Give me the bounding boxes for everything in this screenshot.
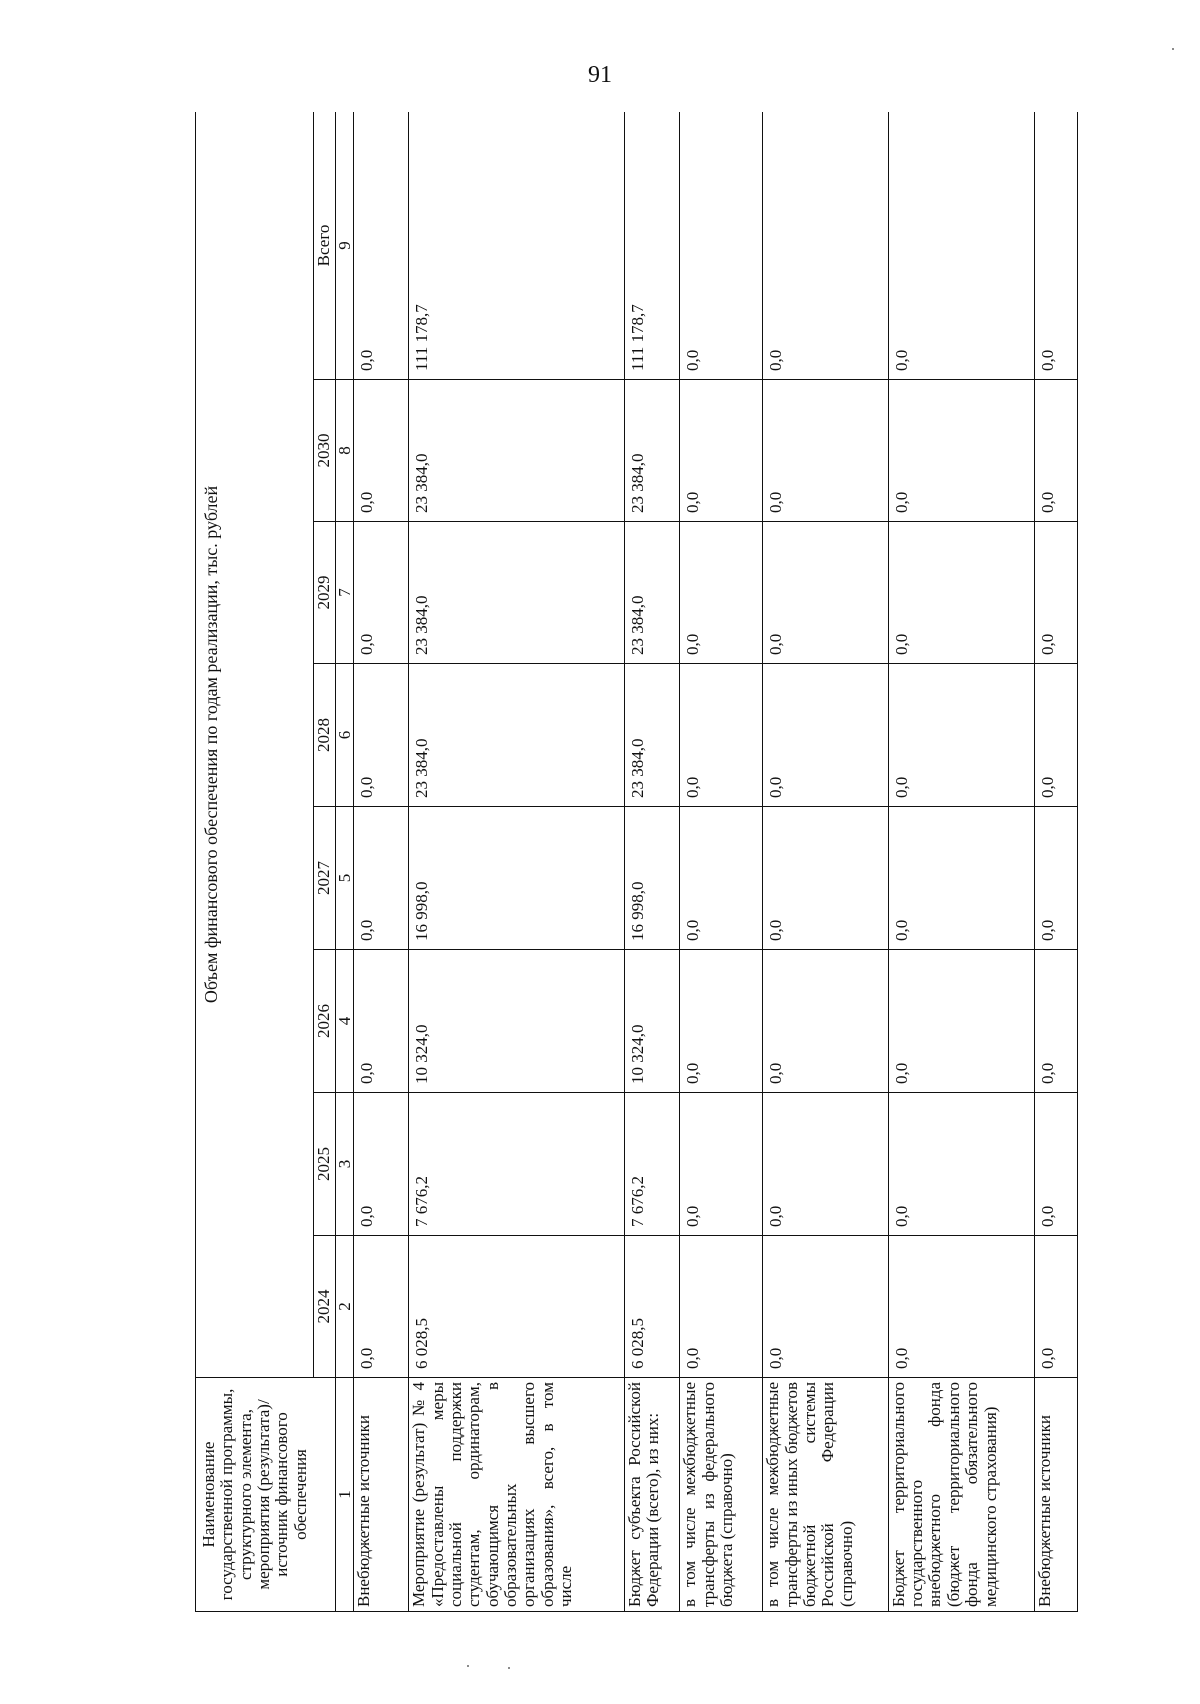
table-row — [1035, 112, 1078, 1612]
row-value: 6 028,5 — [625, 1236, 680, 1378]
row-value: 0,0 — [888, 664, 1035, 807]
row-value-total: 111 178,7 — [625, 112, 680, 380]
column-number: 9 — [336, 112, 354, 380]
scan-speck — [508, 1667, 510, 1669]
row-value: 0,0 — [888, 807, 1035, 950]
page-number: 91 — [588, 62, 612, 88]
row-value-total: 0,0 — [763, 112, 888, 380]
header-year: 2029 — [314, 522, 336, 664]
table-row — [409, 112, 625, 1612]
row-value: 10 324,0 — [409, 950, 625, 1093]
row-value: 0,0 — [763, 807, 888, 950]
header-year: 2028 — [314, 664, 336, 807]
row-name: Бюджет территориального государственного внебюджетного фонда (бюджет территориального фонда обязательного медицинского страхования) — [888, 1378, 1035, 1612]
row-value: 0,0 — [888, 380, 1035, 522]
row-value: 0,0 — [680, 807, 763, 950]
row-value: 16 998,0 — [409, 807, 625, 950]
header-total: Всего — [314, 112, 336, 380]
row-value: 0,0 — [1035, 807, 1078, 950]
row-value: 6 028,5 — [409, 1236, 625, 1378]
scan-speck — [1172, 48, 1174, 50]
column-number: 2 — [336, 1236, 354, 1378]
row-value: 0,0 — [1035, 380, 1078, 522]
row-value: 23 384,0 — [409, 522, 625, 664]
row-value: 0,0 — [354, 1236, 409, 1378]
row-value: 0,0 — [888, 1236, 1035, 1378]
financing-table — [195, 112, 1078, 1612]
header-funding-volume: Объем финансового обеспечения по годам реализации, тыс. рублей — [196, 112, 314, 1378]
header-year: 2027 — [314, 807, 336, 950]
row-value: 0,0 — [680, 1093, 763, 1236]
row-value: 10 324,0 — [625, 950, 680, 1093]
row-value: 0,0 — [354, 807, 409, 950]
row-value: 0,0 — [354, 950, 409, 1093]
row-name: Мероприятие (результат) № 4 «Предоставлены меры социальной поддержки студентам, ординаторам, обучающимся в образовательных организациях высшего образования», всего, в том числе — [409, 1378, 625, 1612]
row-value: 0,0 — [354, 380, 409, 522]
table-row — [680, 112, 763, 1612]
row-value: 0,0 — [680, 522, 763, 664]
row-value: 23 384,0 — [625, 522, 680, 664]
row-value-total: 111 178,7 — [409, 112, 625, 380]
row-value-total: 0,0 — [1035, 112, 1078, 380]
table-row — [625, 112, 680, 1612]
row-value: 0,0 — [1035, 1236, 1078, 1378]
header-year: 2024 — [314, 1236, 336, 1378]
row-value: 0,0 — [888, 522, 1035, 664]
row-value: 0,0 — [680, 950, 763, 1093]
row-name: Бюджет субъекта Российской Федерации (всего), из них: — [625, 1378, 680, 1612]
row-value: 0,0 — [763, 1236, 888, 1378]
row-name: в том числе межбюджетные трансферты из иных бюджетов бюджетной системы Российской Федерации (справочно) — [763, 1378, 888, 1612]
row-name: в том числе межбюджетные трансферты из федерального бюджета (справочно) — [680, 1378, 763, 1612]
row-value: 0,0 — [1035, 950, 1078, 1093]
row-value: 0,0 — [680, 1236, 763, 1378]
column-number: 1 — [336, 1378, 354, 1612]
row-value: 23 384,0 — [625, 664, 680, 807]
scan-speck — [467, 1665, 469, 1667]
row-value: 16 998,0 — [625, 807, 680, 950]
row-value: 0,0 — [1035, 1093, 1078, 1236]
row-value: 0,0 — [354, 522, 409, 664]
row-value-total: 0,0 — [680, 112, 763, 380]
row-value: 0,0 — [354, 664, 409, 807]
row-value: 0,0 — [888, 1093, 1035, 1236]
column-number: 7 — [336, 522, 354, 664]
row-value: 23 384,0 — [625, 380, 680, 522]
row-value: 7 676,2 — [625, 1093, 680, 1236]
row-value: 0,0 — [1035, 664, 1078, 807]
row-name: Внебюджетные источники — [1035, 1378, 1078, 1612]
header-year: 2025 — [314, 1093, 336, 1236]
row-value: 23 384,0 — [409, 664, 625, 807]
row-value: 0,0 — [763, 380, 888, 522]
row-value: 0,0 — [354, 1093, 409, 1236]
table-row — [763, 112, 888, 1612]
row-value: 0,0 — [680, 664, 763, 807]
row-value: 0,0 — [888, 950, 1035, 1093]
column-number: 3 — [336, 1093, 354, 1236]
row-value: 0,0 — [763, 522, 888, 664]
row-value: 0,0 — [763, 950, 888, 1093]
table-container — [195, 112, 1078, 1612]
table-row — [888, 112, 1035, 1612]
row-value: 0,0 — [763, 1093, 888, 1236]
row-value: 0,0 — [680, 380, 763, 522]
header-name-column: Наименование государственной программы, структурного элемента, мероприятия (результата)/источник финансового обеспечения — [196, 1378, 336, 1612]
header-year: 2030 — [314, 380, 336, 522]
row-value-total: 0,0 — [354, 112, 409, 380]
column-number: 4 — [336, 950, 354, 1093]
row-name: Внебюджетные источники — [354, 1378, 409, 1612]
column-number: 5 — [336, 807, 354, 950]
row-value: 23 384,0 — [409, 380, 625, 522]
rotated-table-wrapper — [195, 112, 1078, 1612]
table-row — [354, 112, 409, 1612]
row-value: 0,0 — [1035, 522, 1078, 664]
column-number: 6 — [336, 664, 354, 807]
row-value-total: 0,0 — [888, 112, 1035, 380]
header-year: 2026 — [314, 950, 336, 1093]
row-value: 7 676,2 — [409, 1093, 625, 1236]
column-number: 8 — [336, 380, 354, 522]
row-value: 0,0 — [763, 664, 888, 807]
